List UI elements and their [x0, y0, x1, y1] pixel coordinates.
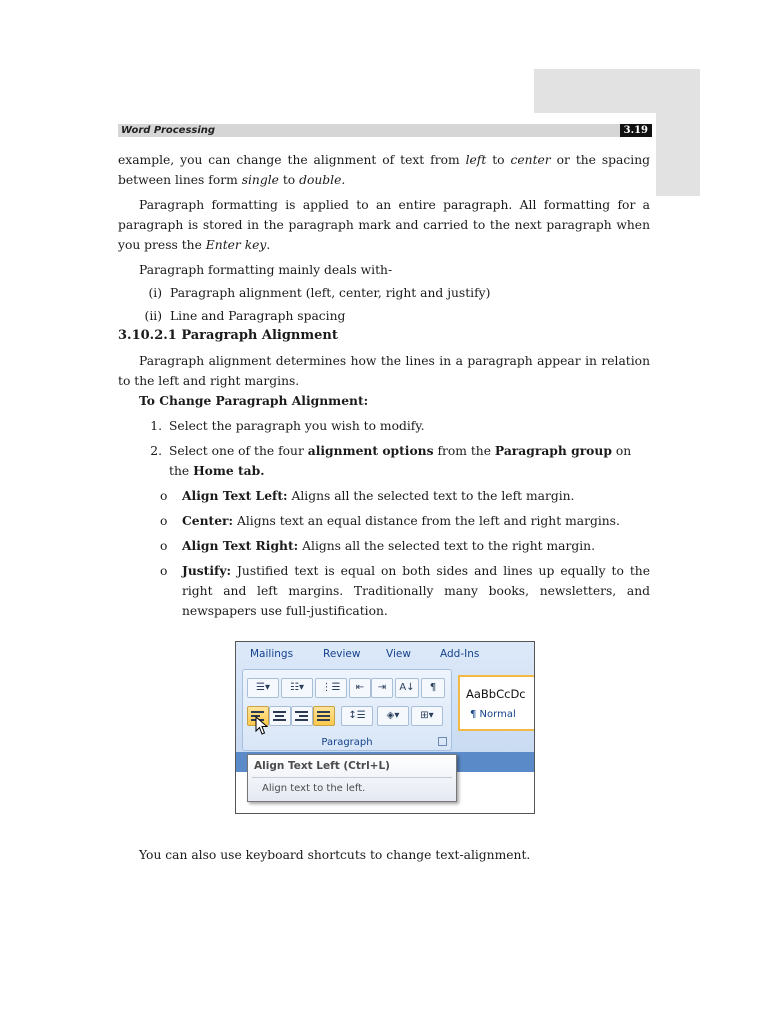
style-name: ¶ Normal — [470, 709, 516, 720]
bullet-text: Aligns all the selected text to the left margin. — [287, 489, 575, 503]
intro-paragraph-2: Paragraph formatting is applied to an entire paragraph. All formatting for a paragraph is stored in the paragraph mark and carried to the next paragraph when you press the Enter key. — [118, 198, 650, 252]
mouse-cursor-icon — [255, 716, 269, 736]
dialog-launcher-icon[interactable] — [438, 737, 447, 746]
normal-style-button[interactable] — [458, 675, 535, 731]
paragraph-group-label: Paragraph — [321, 737, 373, 748]
section-paragraph: Paragraph alignment determines how the lines in a paragraph appear in relation to the left and right margins. — [118, 354, 650, 388]
paragraph-group — [242, 669, 452, 751]
align-center-icon — [273, 711, 286, 721]
list-item — [118, 306, 650, 326]
bullet-text: Aligns text an equal distance from the left and right margins. — [233, 514, 620, 528]
multilevel-list-button[interactable] — [315, 678, 347, 698]
paint-bucket-icon: ◈▾ — [386, 710, 400, 721]
page-content — [118, 150, 650, 621]
bullet-item — [118, 561, 650, 621]
show-marks-button[interactable] — [421, 678, 445, 698]
borders-icon: ⊞▾ — [420, 710, 434, 721]
step-text: Select one of the four alignment options from the Paragraph group on the Home tab. — [169, 443, 632, 478]
bullets-button[interactable] — [247, 678, 279, 698]
shading-button[interactable] — [377, 706, 409, 726]
tab-review[interactable]: Review — [323, 648, 361, 660]
align-center-button[interactable] — [269, 706, 291, 726]
increase-indent-button[interactable] — [371, 678, 393, 698]
align-right-icon — [295, 711, 308, 721]
line-spacing-icon: ↕☰ — [348, 710, 366, 721]
list-item — [118, 283, 650, 303]
sort-icon: A↓ — [399, 682, 415, 693]
step-marker: 1. — [150, 419, 162, 433]
intro-paragraph-3: Paragraph formatting mainly deals with- — [139, 263, 393, 277]
section-heading: 3.10.2.1 Paragraph Alignment — [118, 328, 338, 343]
bullet-label: Align Text Right: — [182, 538, 299, 553]
bullet-item — [118, 511, 650, 531]
bullet-label: Align Text Left: — [182, 488, 288, 503]
bullet-item — [118, 486, 650, 506]
running-header — [118, 124, 652, 137]
tooltip-title: Align Text Left (Ctrl+L) — [254, 760, 390, 772]
decrease-indent-icon: ⇤ — [355, 682, 365, 693]
list-item-text: Paragraph alignment (left, center, right and justify) — [170, 286, 491, 300]
list-marker: (ii) — [144, 309, 162, 323]
style-sample: AaBbCcDc — [466, 687, 526, 701]
tooltip — [247, 754, 457, 802]
intro-paragraph-1: example, you can change the alignment of text from left to center or the spacing between lines form single to double. — [118, 153, 650, 187]
bullet-marker: o — [160, 564, 168, 578]
list-item-text: Line and Paragraph spacing — [170, 309, 346, 323]
page-corner-tab — [534, 69, 700, 113]
sort-button[interactable] — [395, 678, 419, 698]
decrease-indent-button[interactable] — [349, 678, 371, 698]
bullet-marker: o — [160, 489, 168, 503]
tooltip-divider — [252, 777, 452, 778]
page-side-tab — [656, 113, 700, 196]
ribbon-tabs — [236, 642, 534, 669]
line-spacing-button[interactable] — [341, 706, 373, 726]
tab-view[interactable]: View — [386, 648, 411, 660]
header-title: Word Processing — [121, 125, 216, 136]
closing-paragraph: You can also use keyboard shortcuts to change text-alignment. — [139, 848, 531, 862]
step-item — [118, 416, 650, 436]
borders-button[interactable] — [411, 706, 443, 726]
ribbon — [236, 642, 534, 752]
list-marker: (i) — [148, 286, 162, 300]
bullet-item — [118, 536, 650, 556]
justify-button[interactable] — [313, 706, 335, 726]
step-item — [118, 441, 650, 481]
tooltip-description: Align text to the left. — [262, 783, 366, 794]
tab-mailings[interactable]: Mailings — [250, 648, 294, 660]
bullet-marker: o — [160, 539, 168, 553]
bullets-icon: ☰▾ — [256, 682, 270, 693]
numbering-button[interactable] — [281, 678, 313, 698]
multilevel-list-icon: ⋮☰ — [321, 682, 341, 693]
justify-icon — [317, 711, 330, 721]
tab-add-ins[interactable]: Add-Ins — [440, 648, 480, 660]
bullet-label: Justify: — [182, 563, 232, 578]
bullet-text: Aligns all the selected text to the right margin. — [298, 539, 595, 553]
bullet-text: Justified text is equal on both sides and lines up equally to the right and left margins. Traditionally many books, newsletters, and newspapers use full-justification. — [182, 564, 650, 618]
page-number: 3.19 — [620, 124, 652, 137]
numbering-icon: ☷▾ — [290, 682, 304, 693]
subheading: To Change Paragraph Alignment: — [139, 393, 369, 408]
align-right-button[interactable] — [291, 706, 313, 726]
bullet-marker: o — [160, 514, 168, 528]
ribbon-screenshot — [235, 641, 535, 814]
pilcrow-icon: ¶ — [429, 682, 437, 693]
step-text: Select the paragraph you wish to modify. — [169, 419, 425, 433]
bullet-label: Center: — [182, 513, 234, 528]
step-marker: 2. — [150, 444, 162, 458]
increase-indent-icon: ⇥ — [377, 682, 387, 693]
